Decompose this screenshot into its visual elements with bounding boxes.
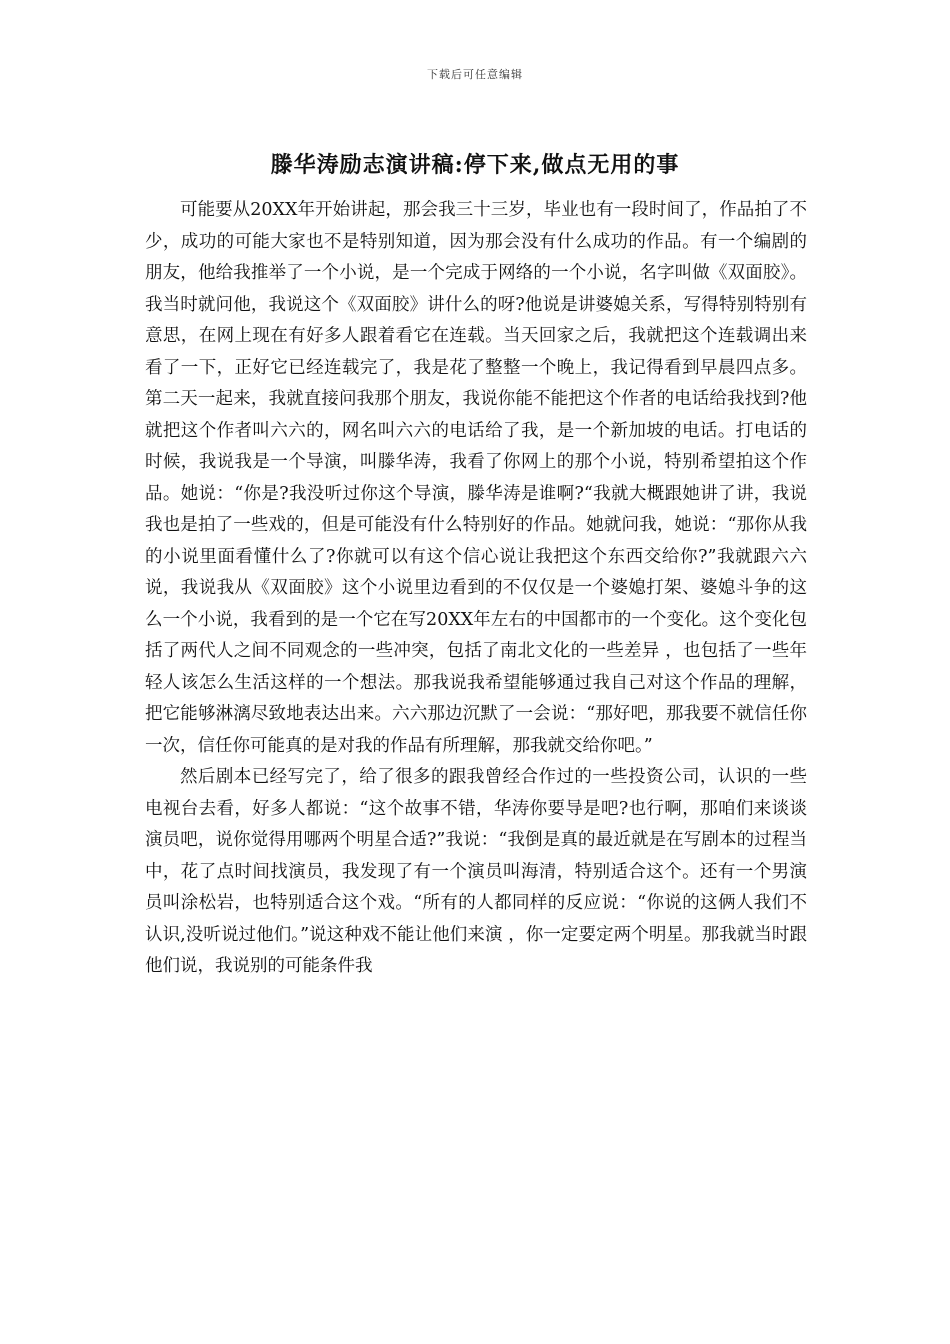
document-title: 滕华涛励志演讲稿:停下来,做点无用的事 (270, 152, 680, 178)
header-note: 下载后可任意编辑 (427, 68, 523, 81)
body-paragraph: 可能要从20XX年开始讲起，那会我三十三岁，毕业也有一段时间了，作品拍了不少，成功的可能大家也不是特别知道，因为那会没有什么成功的作品。有一个编剧的朋友，他给我推举了一个小说，是一个完成于网络的一个小说，名字叫做《双面胶》。我当时就问他，我说这个《双面胶》讲什么的呀?他说是讲婆媳关系，写得特别特别有意思，在网上现在有好多人跟着看它在连载。当天回家之后，我就把这个连载调出来看了一下，正好它已经连载完了，我是花了整整一个晚上，我记得看到早晨四点多。第二天一起来，我就直接问我那个朋友，我说你能不能把这个作者的电话给我找到?他就把这个作者叫六六的，网名叫六六的电话给了我，是一个新加坡的电话。打电话的时候，我说我是一个导演，叫滕华涛，我看了你网上的那个小说，特别希望拍这个作品。她说：“你是?我没听过你这个导演，滕华涛是谁啊?“我就大概跟她讲了讲，我说我也是拍了一些戏的，但是可能没有什么特别好的作品。她就问我，她说：“那你从我的小说里面看懂什么了?你就可以有这个信心说让我把这个东西交给你?”我就跟六六说，我说我从《双面胶》这个小说里边看到的不仅仅是一个婆媳打架、婆媳斗争的这么一个小说，我看到的是一个它在写20XX年左右的中国都市的一个变化。这个变化包括了两代人之间不同观念的一些冲突，包括了南北文化的一些差异 ，也包括了一些年轻人该怎么生活这样的一个想法。那我说我希望能够通过我自己对这个作品的理解，把它能够淋漓尽致地表达出来。六六那边沉默了一会说：“那好吧，那我要不就信任你一次，信任你可能真的是对我的作品有所理解，那我就交给你吧。” (145, 200, 807, 756)
document-body (145, 195, 807, 983)
body-paragraph: 然后剧本已经写完了，给了很多的跟我曾经合作过的一些投资公司，认识的一些电视台去看，好多人都说：“这个故事不错，华涛你要导是吧?也行啊，那咱们来谈谈演员吧，说你觉得用哪两个明星合适?”我说：“我倒是真的最近就是在写剧本的过程当中，花了点时间找演员，我发现了有一个演员叫海清，特别适合这个。还有一个男演员叫涂松岩，也特别适合这个戏。“所有的人都同样的反应说：“你说的这俩人我们不认识,没听说过他们。”说这种戏不能让他们来演 ，你一定要定两个明星。那我就当时跟他们说，我说别的可能条件我 (145, 767, 807, 976)
